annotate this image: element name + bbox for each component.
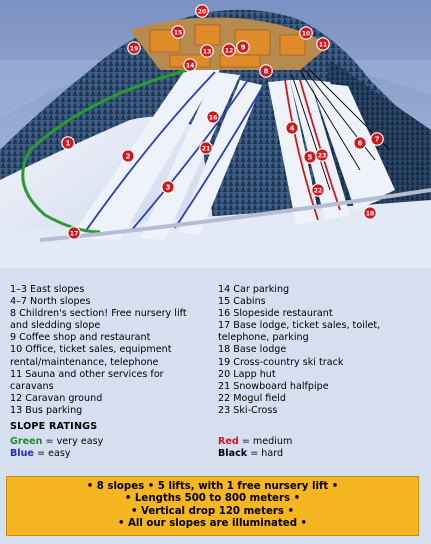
info-panel xyxy=(0,268,431,544)
map-marker-label: 14 xyxy=(185,62,195,70)
map-marker-19 xyxy=(128,42,140,54)
legend-right xyxy=(218,284,426,417)
map-marker-label: 22 xyxy=(313,187,323,195)
map-marker-22 xyxy=(312,184,324,196)
map-marker-11 xyxy=(317,38,329,50)
legend-item: 22 Mogul field xyxy=(218,392,286,404)
legend-item: 15 Cabins xyxy=(218,296,266,308)
legend-item: 20 Lapp hut xyxy=(218,368,276,380)
rating-blue xyxy=(10,448,71,459)
map-marker-23 xyxy=(316,149,328,161)
summary-line: • Vertical drop 120 meters • xyxy=(130,505,295,517)
legend-item: 10 Office, ticket sales, equipment xyxy=(10,344,172,356)
map-marker-label: 17 xyxy=(69,230,79,238)
legend-item: 18 Base lodge xyxy=(218,344,287,356)
map-marker-9 xyxy=(237,41,249,53)
map-marker-label: 20 xyxy=(197,8,207,16)
map-marker-4 xyxy=(286,122,298,134)
map-marker-8 xyxy=(260,65,272,77)
rating-green-text: = very easy xyxy=(42,436,104,447)
map-marker-1 xyxy=(62,137,74,149)
legend-item: 4–7 North slopes xyxy=(10,296,91,308)
rating-red xyxy=(218,436,292,447)
map-marker-label: 6 xyxy=(357,138,363,148)
rating-black-text: = hard xyxy=(247,448,284,459)
legend-item: and sledding slope xyxy=(10,320,101,332)
map-marker-7 xyxy=(371,133,383,145)
ratings-title: SLOPE RATINGS xyxy=(10,421,98,432)
map-marker-5 xyxy=(304,151,316,163)
map-marker-21 xyxy=(200,142,212,154)
rating-black-label: Black xyxy=(218,448,248,459)
map-marker-label: 12 xyxy=(224,47,234,55)
legend-item: telephone, parking xyxy=(218,332,309,344)
map-marker-label: 7 xyxy=(374,134,380,144)
legend-item: 11 Sauna and other services for xyxy=(10,368,164,380)
map-marker-label: 21 xyxy=(201,145,211,153)
map-marker-label: 10 xyxy=(301,30,311,38)
legend-item: 14 Car parking xyxy=(218,284,290,295)
legend-left xyxy=(10,284,215,417)
summary-line: • All our slopes are illuminated • xyxy=(117,518,308,530)
rating-red-label: Red xyxy=(218,436,239,447)
map-marker-label: 2 xyxy=(125,151,131,161)
legend-item: 16 Slopeside restaurant xyxy=(218,308,333,320)
legend-item: 8 Children's section! Free nursery lift xyxy=(10,308,187,320)
map-marker-17 xyxy=(68,227,80,239)
legend-item: 9 Coffee shop and restaurant xyxy=(10,332,151,344)
summary-line: • 8 slopes • 5 lifts, with 1 free nursery lift • xyxy=(86,481,339,492)
map-marker-18 xyxy=(364,207,376,219)
map-marker-label: 3 xyxy=(165,182,171,192)
legend-item: 19 Cross-country ski track xyxy=(218,356,344,368)
map-marker-20 xyxy=(196,5,208,17)
rating-green xyxy=(10,436,103,447)
map-marker-3 xyxy=(162,181,174,193)
legend-item: 21 Snowboard halfpipe xyxy=(218,380,329,392)
map-marker-label: 18 xyxy=(365,210,375,218)
legend-item: 1–3 East slopes xyxy=(10,284,85,295)
map-marker-label: 19 xyxy=(129,45,139,53)
map-marker-label: 16 xyxy=(208,114,218,122)
map-marker-12 xyxy=(223,44,235,56)
map-marker-label: 23 xyxy=(317,152,327,160)
rating-red-text: = medium xyxy=(238,436,293,447)
legend-item: 17 Base lodge, ticket sales, toilet, xyxy=(218,320,381,332)
map-marker-label: 4 xyxy=(289,123,295,133)
map-marker-label: 9 xyxy=(240,42,246,52)
map-marker-label: 1 xyxy=(65,138,71,148)
rating-black xyxy=(218,448,283,459)
summary-box xyxy=(6,476,419,536)
legend-item: 13 Bus parking xyxy=(10,404,83,416)
rating-blue-label: Blue xyxy=(10,448,34,459)
map-marker-2 xyxy=(122,150,134,162)
legend-item: 12 Caravan ground xyxy=(10,392,103,404)
legend-item: rental/maintenance, telephone xyxy=(10,356,159,368)
map-marker-6 xyxy=(354,137,366,149)
map-marker-label: 8 xyxy=(263,66,269,76)
map-marker-10 xyxy=(300,27,312,39)
legend-item: caravans xyxy=(10,380,54,392)
ski-resort-map xyxy=(0,0,431,268)
map-marker-16 xyxy=(207,111,219,123)
map-marker-label: 15 xyxy=(173,29,183,37)
map-marker-15 xyxy=(172,26,184,38)
map-marker-label: 5 xyxy=(307,152,313,162)
map-marker-label: 13 xyxy=(202,48,212,56)
summary-line: • Lengths 500 to 800 meters • xyxy=(124,493,301,505)
map-marker-label: 11 xyxy=(318,41,328,49)
legend-item: 23 Ski-Cross xyxy=(218,404,278,416)
map-marker-14 xyxy=(184,59,196,71)
rating-green-label: Green xyxy=(10,436,43,447)
map-marker-13 xyxy=(201,45,213,57)
rating-blue-text: = easy xyxy=(33,448,71,459)
